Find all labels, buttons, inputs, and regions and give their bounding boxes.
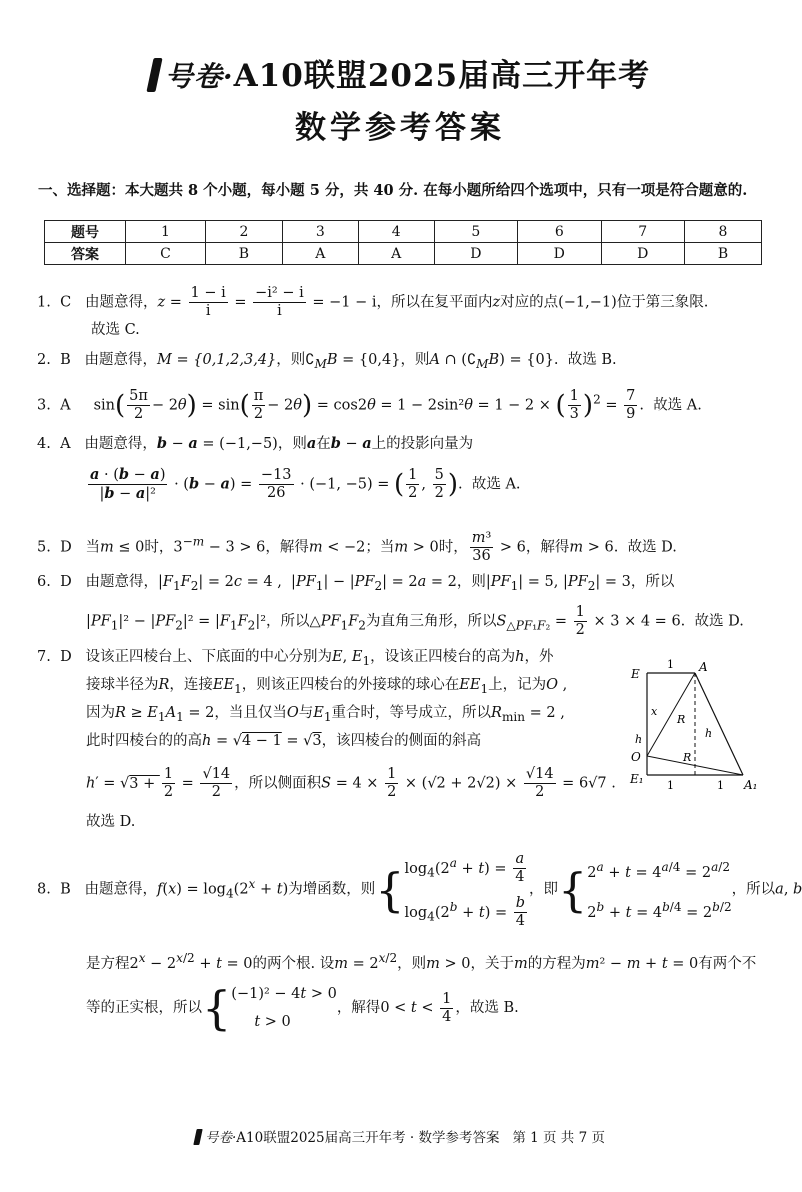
text: 重合时，等号成立，所以: [331, 705, 492, 721]
text: 因为: [86, 705, 115, 721]
table-cell: 7: [601, 221, 684, 243]
question-number: 3.: [37, 397, 51, 414]
text: ，则: [276, 352, 306, 368]
solution-8-line2: 是方程$2^x - 2^{x/2} + t = 0$的两个根. 设$m = 2^{x/2}$，则m > 0，关于m的方程为m² − m + t = 0有两个不: [86, 951, 757, 972]
table-cell: 8: [684, 221, 761, 243]
table-cell: 4: [358, 221, 434, 243]
text: 上，记为: [488, 677, 547, 693]
table-cell: 5: [434, 221, 517, 243]
solution-7-line2: 接球半径为R，连接$EE_1$，则该正四棱台的外接球的球心在$EE_1$上，记为O ,: [86, 677, 568, 696]
solution-2: 2. B 由题意得，M = {0,1,2,3,4}，则$∁_MB = \{0,4\}$，则A ∩ $(∁_MB) = \{0\}$. 故选 B.: [37, 352, 617, 371]
text: 故选 D.: [627, 539, 677, 556]
table-cell: 题号: [45, 221, 126, 243]
text: 由题意得，: [85, 294, 158, 311]
diagram-label: A₁: [744, 778, 758, 792]
text: ，则该正四棱台的外接球的球心在: [241, 677, 460, 693]
solution-1-end: 故选 C.: [91, 322, 140, 338]
text: 时，: [144, 539, 174, 556]
text: ，则: [397, 955, 427, 972]
brand-logo-icon: [193, 1129, 202, 1145]
question-number: 7.: [37, 649, 51, 665]
diagram-label: R: [677, 713, 686, 726]
table-row: [45, 221, 762, 243]
text: 时，: [438, 539, 468, 556]
page-number: 第 1 页 共 7 页: [512, 1130, 605, 1146]
solution-7-line5: h′ = √3 + $\frac{1}{2}$ = $\frac{√14}{2}$ ，所以侧面积S = 4 × $\frac{1}{2}$ × (√2 + 2√2) × $\frac{√14}{2}$ = 6√7 .: [86, 766, 616, 800]
text: 此时四棱台的的高: [86, 733, 202, 749]
text: 的两个根. 设: [252, 955, 335, 972]
solution-3: 3. A sin( $\frac{5\pi}{2}$ − 2θ) = sin( $\frac{\pi}{2}$ − 2θ) = cos2θ = 1 − 2sin²θ = 1 − 2 × ( $\frac{1}{3}$ )$^2$ = $\frac{7}{9}$ . 故选 A.: [37, 388, 702, 422]
text: ，所以在复平面内: [376, 294, 493, 311]
text: 由题意得，: [84, 881, 158, 898]
diagram-label: R: [683, 751, 692, 764]
text: ，所以: [731, 881, 776, 898]
question-answer: B: [60, 881, 71, 898]
text: 在: [316, 436, 331, 452]
text: 有两个不: [698, 955, 757, 972]
text: 由题意得，: [85, 574, 159, 590]
solution-1: 1. C 由题意得，z = $\frac{1 - i}{i}$ = $\frac{\text{−i² − i}}{i}$ = −1 − i，所以在复平面内z对应的点(−1,−1)位于第三象限.: [37, 285, 709, 319]
text: ，解得: [336, 1000, 381, 1016]
table-cell: B: [205, 243, 282, 265]
diagram-label: 1: [667, 779, 674, 792]
text: = {0,4}: [342, 352, 401, 368]
text: ，解得: [525, 539, 570, 556]
answer-table: [44, 220, 762, 265]
brand-text: 号卷·: [164, 60, 234, 93]
text: = {0}: [509, 352, 554, 368]
table-cell: A: [358, 243, 434, 265]
solution-8: 8. B 由题意得，$f(x) = \log_4(2^x + t)$为增函数，则{ $\log_4(2^a + t)$ = $\frac{a}{4}$ $\log_4(2^b + t)$ = $\frac{b}{4}$ ，即{ $2^a + t = 4^{a/4} = 2^{a/2}$ $2^b + t = 4^{b/4} = 2^{b/2}$ ，所以a, b: [37, 851, 802, 930]
text: 与: [298, 705, 314, 721]
page-subtitle: 数学参考答案: [295, 110, 505, 146]
text: 上的投影向量为: [371, 436, 474, 452]
text: 是方程: [86, 955, 130, 972]
footer-text: A10联盟2025届高三开年考 · 数学参考答案: [236, 1130, 500, 1146]
table-cell: 3: [282, 221, 358, 243]
text: ，解得: [265, 539, 309, 556]
text: ，连接: [169, 677, 213, 693]
table-cell: 6: [518, 221, 601, 243]
table-cell: D: [434, 243, 517, 265]
diagram-label: 1: [717, 779, 724, 792]
text: 位于第三象限.: [616, 294, 709, 311]
solution-7-line4: 此时四棱台的的高h = √4 − 1 = √3，该四棱台的侧面的斜高: [86, 733, 482, 749]
text: ；当: [365, 539, 395, 556]
section-heading: 一、选择题：本大题共 8 个小题，每小题 5 分，共 40 分. 在每小题所给四个选项中，只有一项是符合题意的.: [38, 182, 748, 199]
formula: $\frac{\text{−i² − i}}{i}$: [255, 285, 304, 319]
text: ，所以: [266, 613, 310, 630]
solution-7-end: 故选 D.: [86, 814, 136, 830]
text: 为直角三角形，所以: [365, 613, 497, 630]
text: ，该四棱台的侧面的斜高: [321, 733, 482, 749]
solution-5: 5. D 当m ≤ 0时，$3^{-m} - 3 > 6$，解得m < −2；当m > 0时， $\frac{\text{m³}}{36}$ > 6，解得m > 6. 故选 D.: [37, 530, 677, 564]
question-number: 6.: [37, 574, 51, 590]
question-answer: D: [60, 649, 72, 665]
table-cell: 2: [205, 221, 282, 243]
text: ∁: [305, 352, 315, 368]
text: = (−1,−5): [202, 436, 278, 452]
text: 故选 B.: [567, 352, 617, 368]
question-answer: C: [60, 294, 72, 311]
text: 故选 A.: [653, 397, 702, 414]
table-row: [45, 243, 762, 265]
text: 当: [85, 539, 101, 556]
table-cell: 答案: [45, 243, 126, 265]
footer-brand: 号卷·: [205, 1130, 237, 1146]
table-cell: C: [126, 243, 206, 265]
table-cell: D: [518, 243, 601, 265]
formula: $\frac{1 - i}{i}$: [190, 285, 226, 319]
brand-logo-icon: [146, 58, 162, 92]
trapezoid-diagram: [625, 655, 775, 795]
text: ，外: [524, 649, 554, 665]
question-number: 1.: [37, 294, 51, 311]
text: 设该正四棱台上、下底面的中心分别为: [85, 649, 333, 665]
text: ，故选 B.: [455, 1000, 519, 1016]
question-answer: D: [60, 539, 72, 556]
text: ，当且仅当: [214, 705, 287, 721]
text: ，则: [400, 352, 430, 368]
exam-title: A10联盟2025届高三开年考: [233, 58, 651, 94]
solution-8-line3: 等的正实根，所以{ (−1)² − 4t > 0 t > 0 ，解得0 < t < $\frac{1}{4}$ ，故选 B.: [86, 981, 519, 1035]
question-answer: D: [60, 574, 72, 590]
text: 由题意得，: [84, 436, 157, 452]
diagram-label: A: [699, 660, 708, 674]
text: 故选 A.: [471, 476, 521, 493]
question-answer: A: [60, 436, 71, 452]
diagram-label: x: [651, 705, 658, 718]
table-cell: A: [282, 243, 358, 265]
diagram-label: E₁: [630, 772, 644, 786]
question-number: 4.: [37, 436, 51, 452]
diagram-label: h: [635, 733, 643, 746]
diagram-label: 1: [667, 658, 674, 671]
text: 接球半径为: [86, 677, 159, 693]
text: ，所以: [630, 574, 675, 590]
solution-6-line2: $|PF_1|^2 - |PF_2|^2 = |F_1F_2|^2$，所以$\triangle PF_1F_2$为直角三角形，所以$S_{\triangle PF_1F_2}$ = $\frac{1}{2}$ × 3 × 4 = 6. 故选 D.: [86, 604, 744, 638]
text: ，则: [277, 436, 307, 452]
text: ，即: [529, 881, 559, 898]
question-answer: B: [60, 352, 71, 368]
text: 对应的点: [500, 294, 559, 311]
text: 为增函数，则: [288, 881, 376, 898]
solution-4-formula: $\frac{a \cdot (b - a)}{\text{|b − a|²}}$ · (b − a) = $\frac{-13}{26}$ · (−1, −5) = ( $\frac{1}{2}$ , $\frac{5}{2}$ ). 故选 A.: [90, 466, 521, 502]
text: ，设该正四棱台的高为: [370, 649, 516, 665]
diagram-label: O: [631, 750, 641, 764]
text: 的方程为: [527, 955, 586, 972]
solution-7-line3: 因为$R \ge E_1A_1 = 2$，当且仅当O与$E_1$重合时，等号成立，所以$R_{min} = 2$ ,: [86, 705, 565, 724]
diagram-label: h: [705, 727, 713, 740]
text: M = {0,1,2,3,4}: [157, 352, 277, 368]
text: 等的正实根，所以: [86, 1000, 202, 1016]
text: 故选 D.: [694, 613, 744, 630]
diagram-label: E: [631, 667, 640, 681]
page-footer: [0, 1126, 800, 1146]
question-number: 2.: [37, 352, 51, 368]
text: ，则: [456, 574, 486, 590]
question-number: 8.: [37, 881, 51, 898]
text: ，关于: [470, 955, 514, 972]
solution-7: 7. D 设该正四棱台上、下底面的中心分别为E, $E_1$，设该正四棱台的高为h，外: [37, 649, 554, 668]
table-cell: D: [601, 243, 684, 265]
solution-4: 4. A 由题意得，b − a = (−1,−5)，则a在b − a上的投影向量为: [37, 435, 474, 452]
question-answer: A: [60, 397, 71, 414]
text: (−1,−1): [558, 294, 617, 311]
table-cell: B: [684, 243, 761, 265]
solution-6: 6. D 由题意得，$|F_1F_2| = 2c = 4$ , $|PF_1| - |PF_2| = 2a = 2$，则$|PF_1| = 5$, $|PF_2| = 3$，所以: [37, 574, 675, 593]
table-cell: 1: [126, 221, 206, 243]
question-number: 5.: [37, 539, 51, 556]
text: ，所以侧面积: [234, 775, 322, 792]
header-title: [0, 50, 800, 95]
text: 由题意得，: [84, 352, 158, 368]
